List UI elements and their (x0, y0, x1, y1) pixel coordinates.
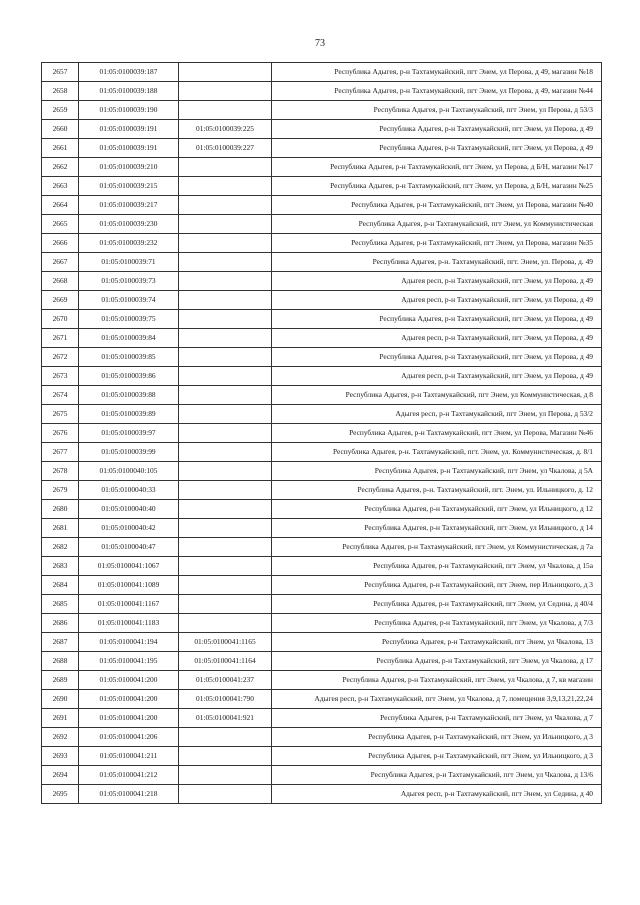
table-row (42, 386, 602, 405)
cadastral-number-cell: 01:05:0100039:85 (79, 348, 179, 367)
address-cell: Республика Адыгея, р-н Тахтамукайский, пгт Энем, ул Перова, д 49, магазин №18 (272, 63, 602, 82)
table-row (42, 196, 602, 215)
row-number-cell: 2689 (42, 671, 79, 690)
related-cadastral-number-cell (179, 766, 272, 785)
address-cell: Адыгея респ, р-н Тахтамукайский, пгт Энем, ул Чкалова, д 7, помещения 3,9,13,21,22,24 (272, 690, 602, 709)
address-cell: Адыгея респ, р-н Тахтамукайский, пгт Энем, ул Седина, д 40 (272, 785, 602, 804)
table-row (42, 576, 602, 595)
table-row (42, 215, 602, 234)
related-cadastral-number-cell (179, 177, 272, 196)
address-cell: Республика Адыгея, р-н Тахтамукайский, пгт Энем, ул Чкалова, д 13/6 (272, 766, 602, 785)
cadastral-number-cell: 01:05:0100041:212 (79, 766, 179, 785)
address-cell: Адыгея респ, р-н Тахтамукайский, пгт Энем, ул Перова, д 49 (272, 291, 602, 310)
row-number-cell: 2687 (42, 633, 79, 652)
cadastral-number-cell: 01:05:0100039:84 (79, 329, 179, 348)
address-cell: Республика Адыгея, р-н Тахтамукайский, пгт Энем, ул Чкалова, д 7 (272, 709, 602, 728)
address-cell: Республика Адыгея, р-н Тахтамукайский, пгт Энем, ул Перова, магазин №40 (272, 196, 602, 215)
related-cadastral-number-cell: 01:05:0100039:225 (179, 120, 272, 139)
address-cell: Республика Адыгея, р-н Тахтамукайский, пгт Энем, ул Седина, д 40/4 (272, 595, 602, 614)
cadastral-number-cell: 01:05:0100041:200 (79, 690, 179, 709)
cadastral-number-cell: 01:05:0100039:188 (79, 82, 179, 101)
table-row (42, 253, 602, 272)
related-cadastral-number-cell (179, 310, 272, 329)
table-row (42, 158, 602, 177)
table-row (42, 310, 602, 329)
cadastral-number-cell: 01:05:0100039:73 (79, 272, 179, 291)
cadastral-number-cell: 01:05:0100039:191 (79, 120, 179, 139)
row-number-cell: 2671 (42, 329, 79, 348)
registry-table-body (42, 63, 602, 804)
address-cell: Республика Адыгея, р-н Тахтамукайский, пгт Энем, ул Ильницкого, д 3 (272, 728, 602, 747)
related-cadastral-number-cell (179, 253, 272, 272)
table-row (42, 519, 602, 538)
table-row (42, 443, 602, 462)
row-number-cell: 2677 (42, 443, 79, 462)
row-number-cell: 2693 (42, 747, 79, 766)
cadastral-number-cell: 01:05:0100040:47 (79, 538, 179, 557)
cadastral-number-cell: 01:05:0100041:1067 (79, 557, 179, 576)
row-number-cell: 2691 (42, 709, 79, 728)
address-cell: Республика Адыгея, р-н Тахтамукайский, пгт Энем, ул Перова, Магазин №46 (272, 424, 602, 443)
row-number-cell: 2692 (42, 728, 79, 747)
related-cadastral-number-cell (179, 424, 272, 443)
row-number-cell: 2678 (42, 462, 79, 481)
cadastral-number-cell: 01:05:0100041:211 (79, 747, 179, 766)
row-number-cell: 2690 (42, 690, 79, 709)
cadastral-number-cell: 01:05:0100039:210 (79, 158, 179, 177)
table-row (42, 595, 602, 614)
cadastral-number-cell: 01:05:0100039:191 (79, 139, 179, 158)
related-cadastral-number-cell (179, 291, 272, 310)
cadastral-number-cell: 01:05:0100041:1089 (79, 576, 179, 595)
table-row (42, 329, 602, 348)
related-cadastral-number-cell (179, 595, 272, 614)
address-cell: Республика Адыгея, р-н Тахтамукайский, пгт Энем, ул Коммунистическая, д 7а (272, 538, 602, 557)
related-cadastral-number-cell (179, 747, 272, 766)
cadastral-number-cell: 01:05:0100039:75 (79, 310, 179, 329)
row-number-cell: 2679 (42, 481, 79, 500)
table-row (42, 82, 602, 101)
related-cadastral-number-cell (179, 63, 272, 82)
table-row (42, 500, 602, 519)
row-number-cell: 2661 (42, 139, 79, 158)
row-number-cell: 2657 (42, 63, 79, 82)
address-cell: Республика Адыгея, р-н Тахтамукайский, пгт Энем, ул Перова, д 49 (272, 310, 602, 329)
address-cell: Адыгея респ, р-н Тахтамукайский, пгт Энем, ул Перова, д 49 (272, 272, 602, 291)
address-cell: Республика Адыгея, р-н Тахтамукайский, пгт Энем, ул Чкалова, д 15а (272, 557, 602, 576)
related-cadastral-number-cell (179, 348, 272, 367)
address-cell: Республика Адыгея, р-н Тахтамукайский, пгт Энем, ул Перова, д 53/3 (272, 101, 602, 120)
related-cadastral-number-cell: 01:05:0100039:227 (179, 139, 272, 158)
address-cell: Республика Адыгея, р-н Тахтамукайский, пгт Энем, ул Ильницкого, д 3 (272, 747, 602, 766)
related-cadastral-number-cell (179, 234, 272, 253)
table-row (42, 633, 602, 652)
table-row (42, 785, 602, 804)
row-number-cell: 2674 (42, 386, 79, 405)
related-cadastral-number-cell: 01:05:0100041:790 (179, 690, 272, 709)
cadastral-number-cell: 01:05:0100040:40 (79, 500, 179, 519)
row-number-cell: 2688 (42, 652, 79, 671)
table-row (42, 652, 602, 671)
cadastral-number-cell: 01:05:0100039:88 (79, 386, 179, 405)
related-cadastral-number-cell (179, 519, 272, 538)
related-cadastral-number-cell: 01:05:0100041:237 (179, 671, 272, 690)
row-number-cell: 2660 (42, 120, 79, 139)
cadastral-number-cell: 01:05:0100039:187 (79, 63, 179, 82)
address-cell: Республика Адыгея, р-н Тахтамукайский, пгт Энем, пер Ильницкого, д 3 (272, 576, 602, 595)
related-cadastral-number-cell (179, 158, 272, 177)
table-row (42, 139, 602, 158)
address-cell: Республика Адыгея, р-н Тахтамукайский, пгт Энем, ул Чкалова, д 7, кв магазин (272, 671, 602, 690)
table-row (42, 709, 602, 728)
row-number-cell: 2659 (42, 101, 79, 120)
table-row (42, 367, 602, 386)
row-number-cell: 2672 (42, 348, 79, 367)
cadastral-number-cell: 01:05:0100039:190 (79, 101, 179, 120)
row-number-cell: 2676 (42, 424, 79, 443)
cadastral-number-cell: 01:05:0100039:232 (79, 234, 179, 253)
address-cell: Республика Адыгея, р-н. Тахтамукайский, пгт. Энем, ул. Коммунистическая, д. 8/1 (272, 443, 602, 462)
row-number-cell: 2686 (42, 614, 79, 633)
table-row (42, 348, 602, 367)
row-number-cell: 2668 (42, 272, 79, 291)
cadastral-number-cell: 01:05:0100041:1167 (79, 595, 179, 614)
address-cell: Адыгея респ, р-н Тахтамукайский, пгт Энем, ул Перова, д 49 (272, 367, 602, 386)
row-number-cell: 2694 (42, 766, 79, 785)
cadastral-number-cell: 01:05:0100039:86 (79, 367, 179, 386)
cadastral-number-cell: 01:05:0100039:99 (79, 443, 179, 462)
related-cadastral-number-cell (179, 215, 272, 234)
cadastral-number-cell: 01:05:0100040:42 (79, 519, 179, 538)
table-row (42, 671, 602, 690)
row-number-cell: 2664 (42, 196, 79, 215)
address-cell: Республика Адыгея, р-н Тахтамукайский, пгт Энем, ул Коммунистическая, д 8 (272, 386, 602, 405)
cadastral-number-cell: 01:05:0100041:195 (79, 652, 179, 671)
address-cell: Республика Адыгея, р-н Тахтамукайский, пгт Энем, ул Чкалова, д 5А (272, 462, 602, 481)
cadastral-number-cell: 01:05:0100039:215 (79, 177, 179, 196)
related-cadastral-number-cell (179, 405, 272, 424)
related-cadastral-number-cell (179, 500, 272, 519)
row-number-cell: 2683 (42, 557, 79, 576)
related-cadastral-number-cell (179, 329, 272, 348)
table-row (42, 234, 602, 253)
cadastral-number-cell: 01:05:0100041:194 (79, 633, 179, 652)
row-number-cell: 2682 (42, 538, 79, 557)
cadastral-number-cell: 01:05:0100040:105 (79, 462, 179, 481)
cadastral-number-cell: 01:05:0100039:74 (79, 291, 179, 310)
row-number-cell: 2685 (42, 595, 79, 614)
related-cadastral-number-cell (179, 82, 272, 101)
table-row (42, 614, 602, 633)
cadastral-number-cell: 01:05:0100039:89 (79, 405, 179, 424)
address-cell: Республика Адыгея, р-н. Тахтамукайский, пгт. Энем, ул. Перова, д. 49 (272, 253, 602, 272)
related-cadastral-number-cell (179, 101, 272, 120)
related-cadastral-number-cell (179, 481, 272, 500)
related-cadastral-number-cell: 01:05:0100041:1164 (179, 652, 272, 671)
related-cadastral-number-cell (179, 386, 272, 405)
cadastral-number-cell: 01:05:0100041:200 (79, 671, 179, 690)
address-cell: Республика Адыгея, р-н Тахтамукайский, пгт Энем, ул Чкалова, д 7/3 (272, 614, 602, 633)
related-cadastral-number-cell: 01:05:0100041:921 (179, 709, 272, 728)
cadastral-number-cell: 01:05:0100040:33 (79, 481, 179, 500)
registry-table (41, 62, 602, 804)
table-row (42, 690, 602, 709)
address-cell: Республика Адыгея, р-н. Тахтамукайский, пгт. Энем, ул. Ильницкого, д. 12 (272, 481, 602, 500)
table-row (42, 177, 602, 196)
row-number-cell: 2658 (42, 82, 79, 101)
address-cell: Республика Адыгея, р-н Тахтамукайский, пгт Энем, ул Ильницкого, д 14 (272, 519, 602, 538)
table-row (42, 766, 602, 785)
row-number-cell: 2695 (42, 785, 79, 804)
address-cell: Республика Адыгея, р-н Тахтамукайский, пгт Энем, ул Перова, д 49, магазин №44 (272, 82, 602, 101)
address-cell: Республика Адыгея, р-н Тахтамукайский, пгт Энем, ул Коммунистическая (272, 215, 602, 234)
related-cadastral-number-cell (179, 196, 272, 215)
table-row (42, 63, 602, 82)
address-cell: Республика Адыгея, р-н Тахтамукайский, пгт Энем, ул Ильницкого, д 12 (272, 500, 602, 519)
table-row (42, 747, 602, 766)
related-cadastral-number-cell (179, 785, 272, 804)
table-row (42, 101, 602, 120)
table-row (42, 405, 602, 424)
cadastral-number-cell: 01:05:0100041:1183 (79, 614, 179, 633)
address-cell: Республика Адыгея, р-н Тахтамукайский, пгт Энем, ул Перова, д 49 (272, 139, 602, 158)
related-cadastral-number-cell (179, 272, 272, 291)
address-cell: Адыгея респ, р-н Тахтамукайский, пгт Энем, ул Перова, д 53/2 (272, 405, 602, 424)
table-row (42, 462, 602, 481)
row-number-cell: 2666 (42, 234, 79, 253)
table-row (42, 272, 602, 291)
row-number-cell: 2673 (42, 367, 79, 386)
cadastral-number-cell: 01:05:0100039:230 (79, 215, 179, 234)
address-cell: Республика Адыгея, р-н Тахтамукайский, пгт Энем, ул Перова, магазин №35 (272, 234, 602, 253)
table-row (42, 424, 602, 443)
cadastral-number-cell: 01:05:0100041:206 (79, 728, 179, 747)
address-cell: Республика Адыгея, р-н Тахтамукайский, пгт Энем, ул Перова, д Б/Н, магазин №25 (272, 177, 602, 196)
related-cadastral-number-cell (179, 443, 272, 462)
cadastral-number-cell: 01:05:0100041:218 (79, 785, 179, 804)
row-number-cell: 2669 (42, 291, 79, 310)
related-cadastral-number-cell (179, 367, 272, 386)
row-number-cell: 2680 (42, 500, 79, 519)
address-cell: Республика Адыгея, р-н Тахтамукайский, пгт Энем, ул Чкалова, 13 (272, 633, 602, 652)
row-number-cell: 2663 (42, 177, 79, 196)
table-row (42, 481, 602, 500)
address-cell: Адыгея респ, р-н Тахтамукайский, пгт Энем, ул Перова, д 49 (272, 329, 602, 348)
related-cadastral-number-cell (179, 538, 272, 557)
page-number: 73 (315, 38, 325, 49)
related-cadastral-number-cell (179, 614, 272, 633)
address-cell: Республика Адыгея, р-н Тахтамукайский, пгт Энем, ул Перова, д 49 (272, 348, 602, 367)
address-cell: Республика Адыгея, р-н Тахтамукайский, пгт Энем, ул Чкалова, д 17 (272, 652, 602, 671)
row-number-cell: 2684 (42, 576, 79, 595)
table-row (42, 728, 602, 747)
table-row (42, 538, 602, 557)
row-number-cell: 2665 (42, 215, 79, 234)
related-cadastral-number-cell (179, 728, 272, 747)
cadastral-number-cell: 01:05:0100041:200 (79, 709, 179, 728)
table-row (42, 557, 602, 576)
related-cadastral-number-cell: 01:05:0100041:1165 (179, 633, 272, 652)
table-row (42, 291, 602, 310)
row-number-cell: 2667 (42, 253, 79, 272)
table-row (42, 120, 602, 139)
cadastral-number-cell: 01:05:0100039:217 (79, 196, 179, 215)
row-number-cell: 2670 (42, 310, 79, 329)
row-number-cell: 2662 (42, 158, 79, 177)
related-cadastral-number-cell (179, 557, 272, 576)
related-cadastral-number-cell (179, 576, 272, 595)
cadastral-number-cell: 01:05:0100039:71 (79, 253, 179, 272)
address-cell: Республика Адыгея, р-н Тахтамукайский, пгт Энем, ул Перова, д 49 (272, 120, 602, 139)
cadastral-number-cell: 01:05:0100039:97 (79, 424, 179, 443)
address-cell: Республика Адыгея, р-н Тахтамукайский, пгт Энем, ул Перова, д Б/Н, магазин №17 (272, 158, 602, 177)
row-number-cell: 2681 (42, 519, 79, 538)
row-number-cell: 2675 (42, 405, 79, 424)
related-cadastral-number-cell (179, 462, 272, 481)
